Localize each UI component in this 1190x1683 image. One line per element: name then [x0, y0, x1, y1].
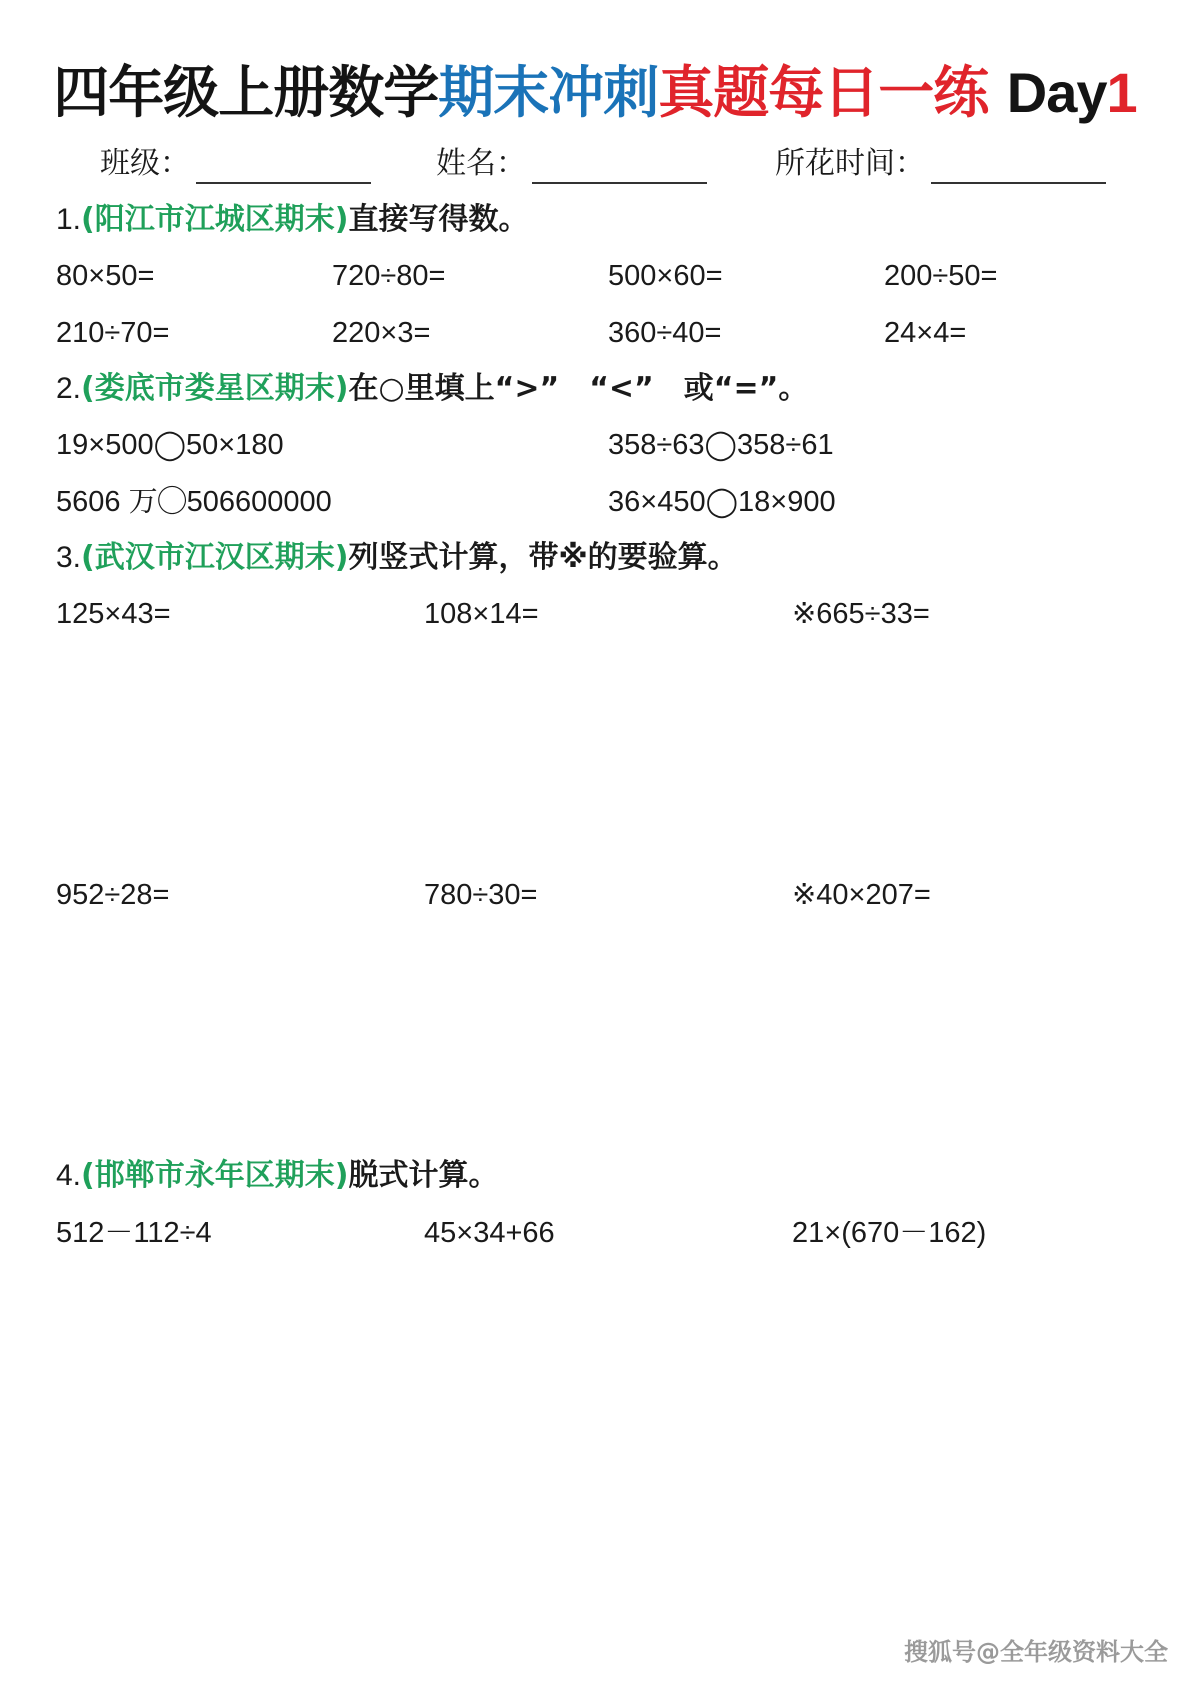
q3-problem: 125×43=	[56, 598, 171, 630]
title-day-label: Day	[1006, 61, 1107, 124]
class-label: 班级：	[100, 146, 190, 181]
question-4-number: 4.	[56, 1159, 82, 1192]
q2-problem: 358÷63◯358÷61	[608, 429, 834, 461]
q4-problem: 21×(670－162)	[792, 1217, 987, 1249]
student-info-row	[0, 144, 1190, 188]
question-1-heading	[56, 200, 528, 240]
q1-problem: 200÷50=	[884, 260, 998, 292]
q3-problem: 952÷28=	[56, 879, 170, 911]
question-3-text: 列竖式计算，带※的要验算。	[348, 540, 738, 575]
q1-problem: 80×50=	[56, 260, 155, 292]
class-field[interactable]	[100, 144, 371, 184]
class-blank-line[interactable]	[196, 152, 371, 184]
q2-problem: 19×500◯50×180	[56, 429, 284, 461]
q2-problem: 36×450◯18×900	[608, 486, 836, 518]
time-field[interactable]	[775, 144, 1106, 184]
question-3-number: 3.	[56, 541, 82, 574]
question-3-source: (武汉市江汉区期末)	[81, 540, 349, 575]
question-1-number: 1.	[56, 203, 82, 236]
question-1-source: (阳江市江城区期末)	[81, 202, 349, 237]
q4-problem: 512－112÷4	[56, 1217, 212, 1249]
q3-problem: 108×14=	[424, 598, 539, 630]
question-4-heading	[56, 1156, 498, 1196]
question-1-text: 直接写得数。	[348, 202, 529, 237]
question-3-heading	[56, 538, 738, 578]
question-2-source: (娄底市娄星区期末)	[81, 371, 349, 406]
question-2-number: 2.	[56, 372, 82, 405]
watermark-text: 搜狐号@全年级资料大全	[904, 1638, 1168, 1666]
q1-problem: 220×3=	[332, 317, 431, 349]
q3-problem: 780÷30=	[424, 879, 538, 911]
q1-problem: 500×60=	[608, 260, 723, 292]
question-2-text: 在○里填上“>” “<” 或“=”。	[348, 371, 809, 406]
title-part-black: 四年级上册数学	[53, 61, 439, 126]
title-day-number: 1	[1106, 61, 1137, 124]
q3-problem: ※665÷33=	[792, 598, 930, 630]
title-part-blue: 期末冲刺	[438, 61, 659, 126]
q2-problem: 5606 万◯506600000	[56, 486, 332, 518]
name-label: 姓名：	[436, 146, 526, 181]
q1-problem: 360÷40=	[608, 317, 722, 349]
q4-problem: 45×34+66	[424, 1217, 555, 1249]
q3-problem: ※40×207=	[792, 879, 931, 911]
q1-problem: 24×4=	[884, 317, 967, 349]
time-label: 所花时间：	[775, 146, 925, 181]
page-title	[0, 58, 1190, 129]
name-field[interactable]	[436, 144, 707, 184]
question-2-heading	[56, 369, 808, 409]
q1-problem: 720÷80=	[332, 260, 446, 292]
name-blank-line[interactable]	[532, 152, 707, 184]
q1-problem: 210÷70=	[56, 317, 170, 349]
title-part-red: 真题每日一练	[658, 61, 989, 126]
time-blank-line[interactable]	[931, 152, 1106, 184]
question-4-source: (邯郸市永年区期末)	[81, 1158, 349, 1193]
question-4-text: 脱式计算。	[348, 1158, 499, 1193]
